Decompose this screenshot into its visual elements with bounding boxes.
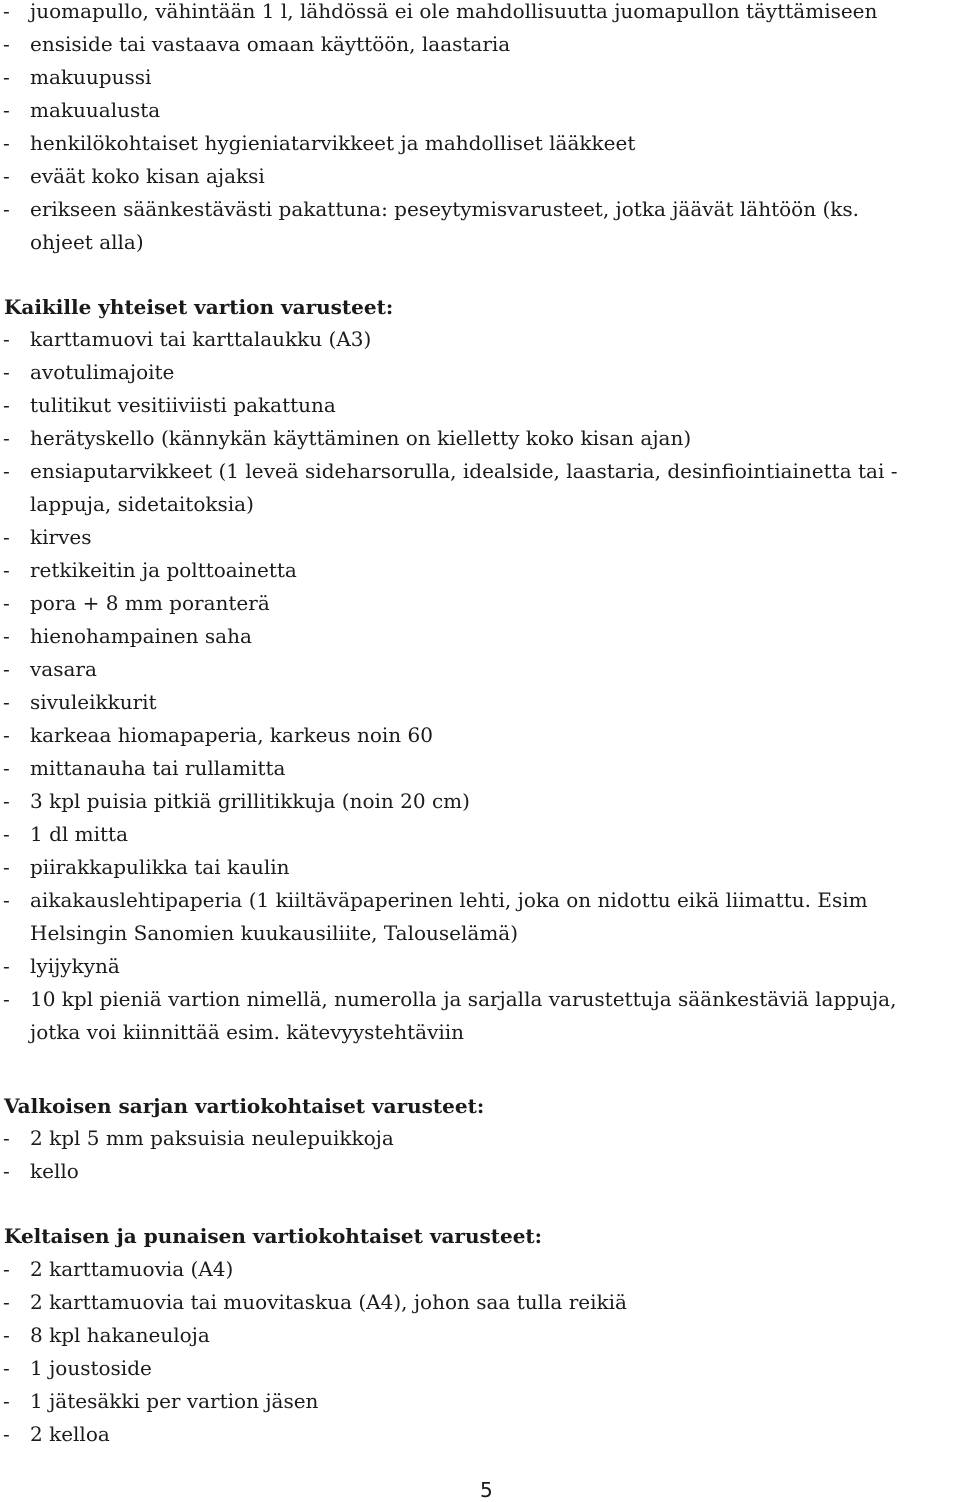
section-heading-yellow-red: Keltaisen ja punaisen vartiokohtaiset varusteet: — [4, 1224, 543, 1248]
section-heading-common: Kaikille yhteiset vartion varusteet: — [4, 295, 394, 319]
page-number: 5 — [480, 1478, 493, 1502]
list-item-continuation: lappuja, sidetaitoksia) — [30, 492, 254, 516]
list-item-continuation: Helsingin Sanomien kuukausiliite, Talouselämä) — [30, 921, 519, 945]
section-heading-white: Valkoisen sarjan vartiokohtaiset varusteet: — [4, 1094, 485, 1118]
list-item-continuation: jotka voi kiinnittää esim. kätevyystehtäviin — [30, 1020, 465, 1044]
list-item-continuation: ohjeet alla) — [30, 230, 144, 254]
